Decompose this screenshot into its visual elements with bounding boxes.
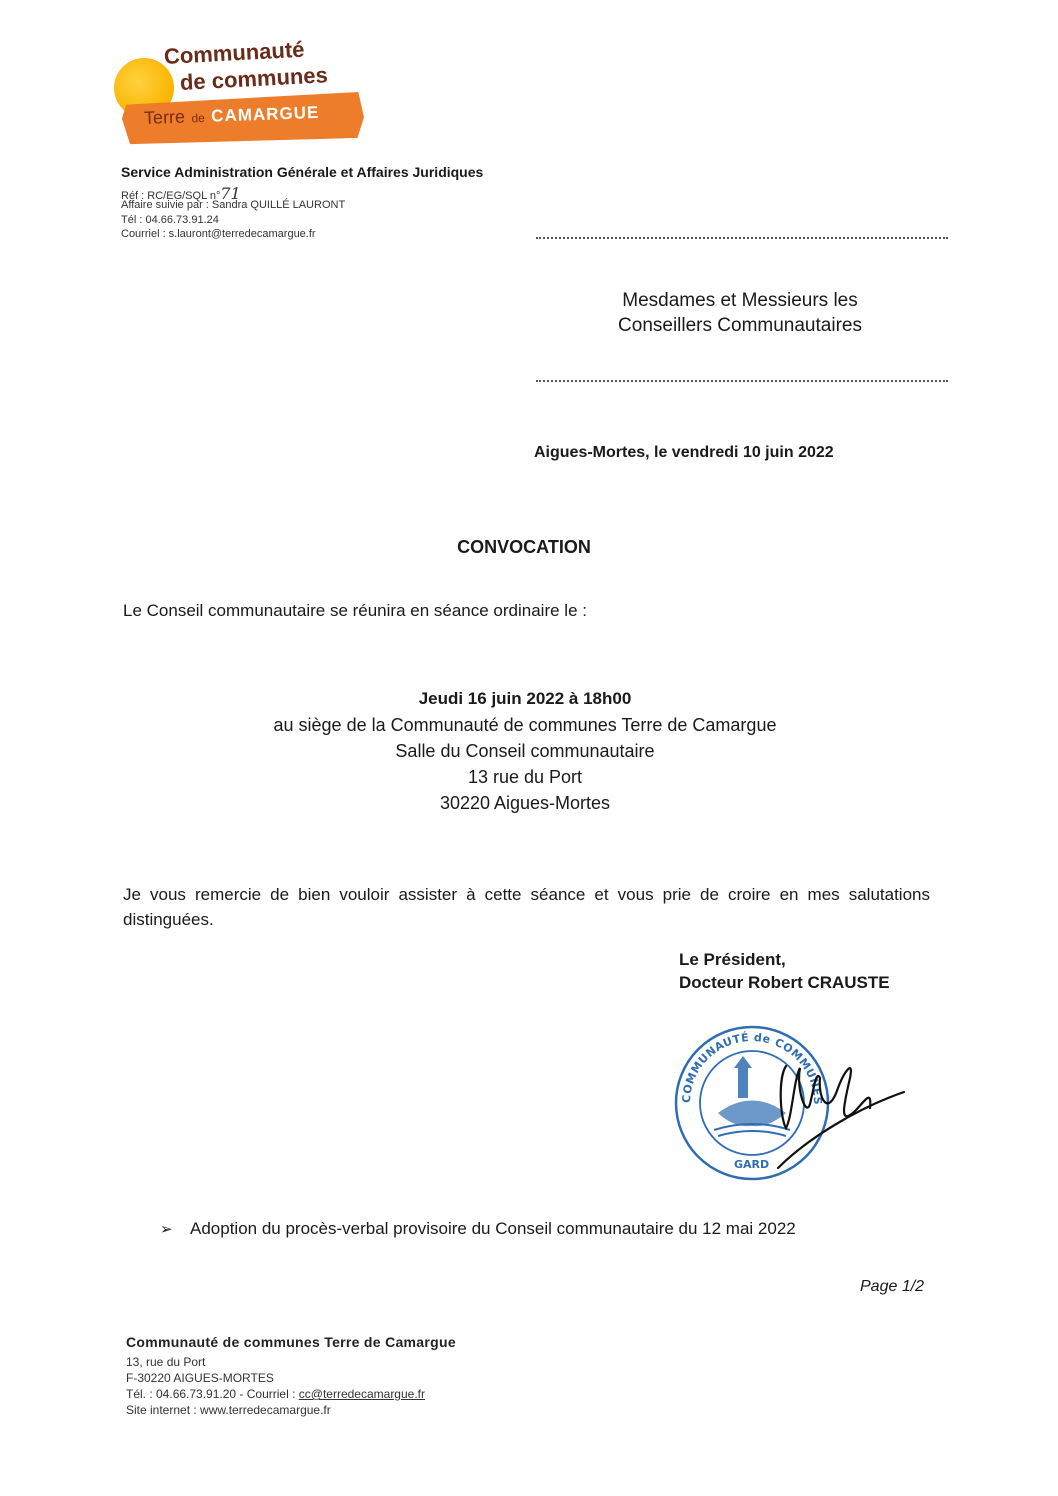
meeting-room: Salle du Conseil communautaire [395, 741, 655, 761]
meeting-address: 13 rue du Port [467, 767, 583, 787]
meeting-place: au siège de la Communauté de communes Terre de Camargue [273, 715, 777, 735]
footer-org-name: Communauté de communes Terre de Camargue [126, 1334, 456, 1350]
recipient-line1: Mesdames et Messieurs les [622, 290, 858, 311]
logo-terre: Terre [143, 106, 186, 128]
logo-line1: Communauté [163, 36, 305, 69]
footer-email-link[interactable]: cc@terredecamargue.fr [298, 1387, 425, 1401]
recipient-line2: Conseillers Communautaires [618, 315, 862, 336]
organization-logo [110, 36, 380, 152]
agenda-list [160, 1219, 796, 1239]
official-stamp [668, 1018, 918, 1188]
dotted-separator [536, 237, 948, 239]
logo-de: de [191, 110, 206, 126]
logo-line2: de communes [179, 62, 329, 95]
agenda-item-text: Adoption du procès-verbal provisoire du Conseil communautaire du 12 mai 2022 [190, 1219, 796, 1238]
meeting-city: 30220 Aigues-Mortes [439, 793, 611, 813]
reference-number: 71 [220, 184, 241, 203]
footer [126, 1334, 456, 1418]
sender-email: Courriel : s.lauront@terredecamargue.fr [121, 228, 316, 240]
intro-paragraph: Le Conseil communautaire se réunira en séance ordinaire le : [123, 601, 587, 620]
stamp-seal-icon [668, 1018, 918, 1188]
signatory-role: Le Président, [679, 950, 786, 969]
agenda-item [160, 1219, 796, 1239]
service-name: Service Administration Générale et Affaires Juridiques [121, 164, 484, 180]
footer-street: 13, rue du Port [126, 1355, 206, 1369]
letter-date: Aigues-Mortes, le vendredi 10 juin 2022 [534, 444, 834, 461]
svg-text:GARD: GARD [734, 1158, 770, 1171]
footer-city: F-30220 AIGUES-MORTES [126, 1371, 274, 1385]
signatory-name: Docteur Robert CRAUSTE [679, 973, 890, 992]
footer-website: Site internet : www.terredecamargue.fr [126, 1403, 331, 1417]
reference-label: Réf : RC/EG/SQL n° [121, 190, 221, 202]
case-handler: Affaire suivie par : Sandra QUILLÉ LAURONT [121, 199, 346, 211]
arrow-bullet-icon: ➢ [160, 1221, 173, 1238]
sender-phone: Tél : 04.66.73.91.24 [121, 214, 219, 226]
meeting-datetime: Jeudi 16 juin 2022 à 18h00 [418, 689, 632, 708]
svg-text:COMMUNAUTÉ de COMMUNES TERRE: COMMUNAUTÉ de COMMUNES [679, 1030, 825, 1106]
document-title: CONVOCATION [457, 537, 591, 557]
recipient-block [560, 288, 920, 338]
meeting-details [200, 686, 850, 816]
page-number: Page 1/2 [860, 1278, 925, 1295]
footer-phone: Tél. : 04.66.73.91.20 - Courriel : [126, 1387, 299, 1401]
dotted-separator [536, 380, 948, 382]
footer-contact [126, 1386, 456, 1402]
logo-camargue: CAMARGUE [210, 102, 320, 126]
signatory [679, 948, 890, 994]
closing-paragraph: Je vous remercie de bien vouloir assister à cette séance et vous prie de croire en mes salutations distinguées. [123, 885, 930, 929]
